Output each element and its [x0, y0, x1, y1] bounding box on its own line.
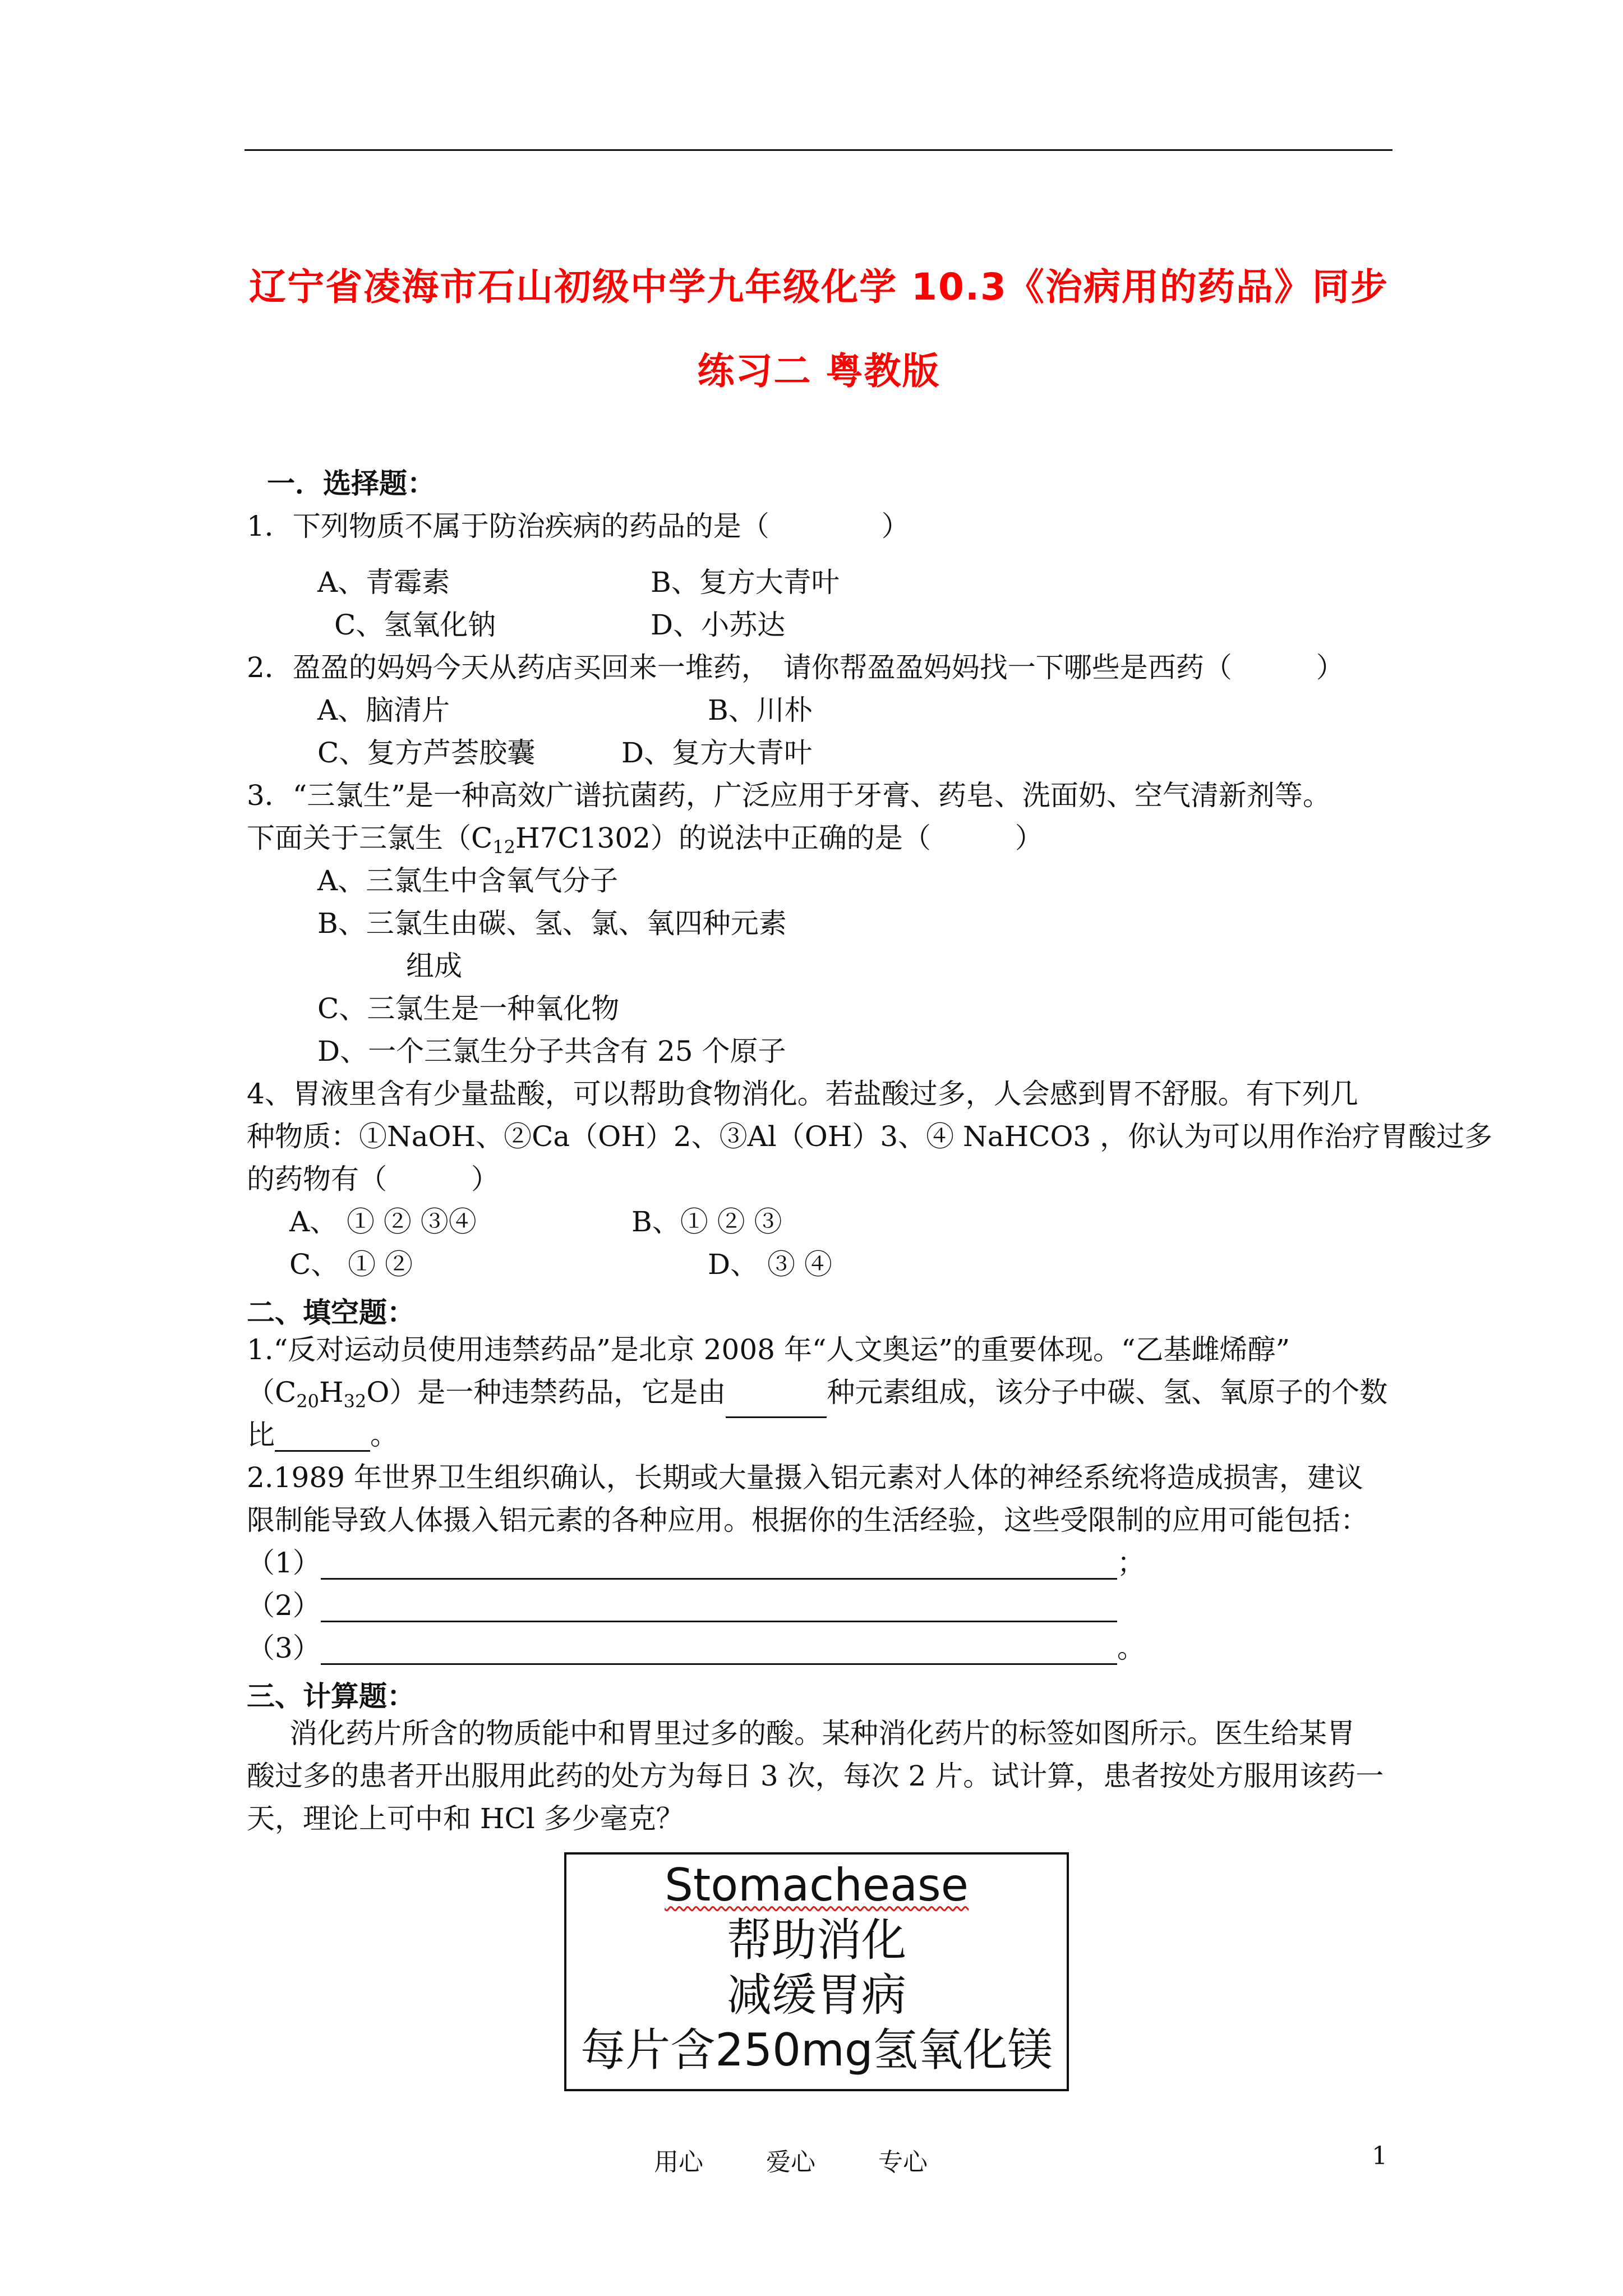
q3-option-b-continued: 组成 [406, 950, 462, 982]
section2-heading: 二、填空题： [247, 1296, 415, 1329]
fill-q2-line2: 限制能导致人体摄入铝元素的各种应用。根据你的生活经验，这些受限制的应用可能包括： [247, 1504, 1368, 1536]
page-number: 1 [1372, 2142, 1387, 2170]
q1-stem: 1．下列物质不属于防治疾病的药品的是（ ） [247, 510, 910, 542]
q4-stem-line3: 的药物有（ ） [247, 1163, 499, 1195]
q3-option-c: C、三氯生是一种氧化物 [317, 992, 620, 1025]
fill-q2-item3: （3） 。 [247, 1632, 1145, 1664]
q4-option-c: C、 ① ② [289, 1248, 413, 1281]
fill-q2-line1: 2.1989 年世界卫生组织确认，长期或大量摄入铝元素对人体的神经系统将造成损害，建议 [247, 1461, 1363, 1494]
q2-option-b: B、川朴 [708, 694, 813, 726]
fill-q2-item1: （1） ； [247, 1547, 1145, 1579]
q2-stem: 2．盈盈的妈妈今天从药店买回来一堆药， 请你帮盈盈妈妈找一下哪些是西药（ ） [247, 651, 1344, 684]
q1-option-a: A、青霉素 [317, 566, 450, 599]
footer-word-2: 爱心 [766, 2148, 815, 2177]
answer-blank[interactable] [321, 1634, 1117, 1665]
q2-option-c: C、复方芦荟胶囊 [317, 737, 536, 769]
section1-heading: 一．选择题： [267, 467, 435, 500]
q3-option-b: B、三氯生由碳、氢、氯、氧四种元素 [317, 907, 787, 940]
footer-word-1: 用心 [654, 2148, 703, 2177]
q4-stem-line2: 种物质：①NaOH、②Ca（OH）2、③Al（OH）3、④ NaHCO3 ，你认为可以用作治疗胃酸过多 [247, 1120, 1493, 1153]
answer-blank[interactable] [726, 1387, 827, 1418]
q3-option-a: A、三氯生中含氧气分子 [317, 864, 619, 897]
answer-blank[interactable] [275, 1421, 370, 1452]
answer-blank[interactable] [321, 1549, 1117, 1580]
answer-blank[interactable] [321, 1591, 1117, 1622]
calc-line3: 天，理论上可中和 HCl 多少毫克？ [247, 1802, 684, 1835]
label-brand-name: Stomachease [665, 1859, 969, 1911]
q2-option-d: D、复方大青叶 [621, 737, 813, 769]
calc-line1: 消化药片所含的物质能中和胃里过多的酸。某种消化药片的标签如图所示。医生给某胃 [289, 1717, 1355, 1750]
footer-word-3: 专心 [878, 2148, 928, 2177]
q4-option-d: D、 ③ ④ [708, 1248, 832, 1281]
document-title-line2: 练习二 粤教版 [697, 349, 940, 393]
q3-stem-line2: 下面关于三氯生$(C_{12}H7C1302)$的说法中正确的是（ ） [247, 822, 1043, 858]
q3-option-d: D、一个三氯生分子共含有 25 个原子 [317, 1035, 786, 1068]
calc-line2: 酸过多的患者开出服用此药的处方为每日 3 次，每次 2 片。试计算，患者按处方服用该药一 [247, 1760, 1384, 1792]
fill-q2-item2: （2） [247, 1589, 1117, 1622]
q1-option-b: B、复方大青叶 [651, 566, 840, 599]
header-rule [245, 149, 1393, 151]
document-title-line1: 辽宁省凌海市石山初级中学九年级化学 10.3《治病用的药品》同步 [249, 265, 1389, 309]
label-line-digestion: 帮助消化 [727, 1914, 906, 1966]
section3-heading: 三、计算题： [247, 1680, 415, 1713]
q1-option-c: C、氢氧化钠 [334, 609, 496, 641]
q3-stem-line1: 3．“三氯生”是一种高效广谱抗菌药，广泛应用于牙膏、药皂、洗面奶、空气清新剂等。 [247, 779, 1331, 812]
medicine-label [564, 1852, 1069, 2091]
q4-option-b: B、① ② ③ [631, 1205, 782, 1238]
q4-option-a: A、 ① ② ③④ [289, 1205, 477, 1238]
q4-stem-line1: 4、胃液里含有少量盐酸，可以帮助食物消化。若盐酸过多，人会感到胃不舒服。有下列几 [247, 1078, 1358, 1110]
label-line-dosage: 每片含250mg氢氧化镁 [580, 2024, 1053, 2076]
label-line-stomach: 减缓胃病 [727, 1969, 906, 2021]
fill-q1-line2: $(C_{20}H_{32}O)$是一种违禁药品，它是由 种元素组成，该分子中碳、氢、氧原子的个数 [247, 1375, 1387, 1418]
fill-q1-line1: 1.“反对运动员使用违禁药品”是北京 2008 年“人文奥运”的重要体现。“乙基雌烯醇” [247, 1333, 1290, 1366]
fill-q1-line3: 比 。 [247, 1419, 398, 1451]
q1-option-d: D、小苏达 [651, 609, 786, 641]
q2-option-a: A、脑清片 [317, 694, 450, 726]
